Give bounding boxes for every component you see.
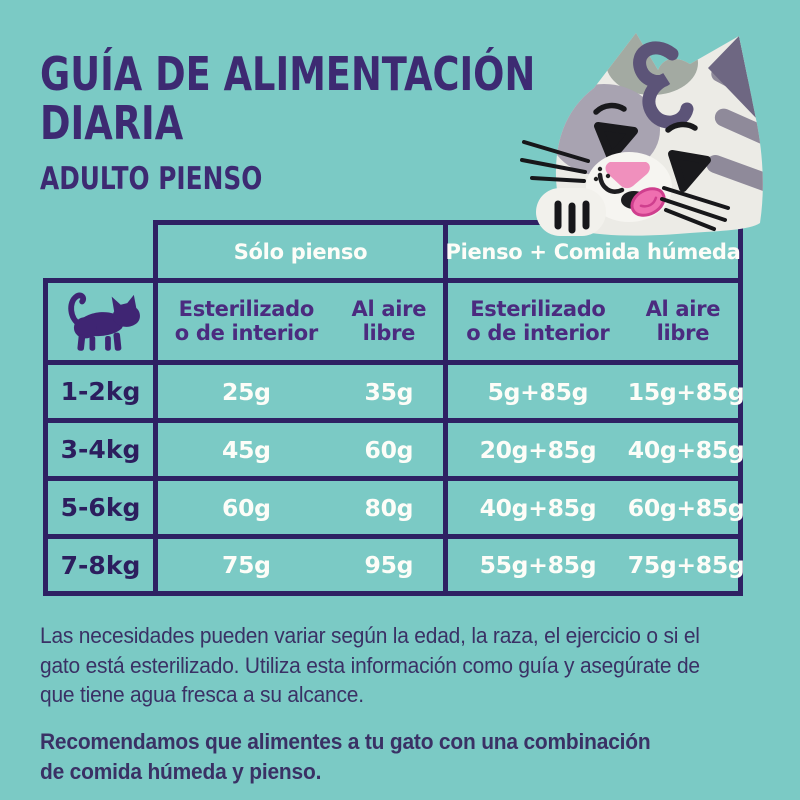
feeding-table — [43, 220, 743, 596]
value-solo-sterilized: 60g — [222, 493, 271, 522]
subheader-line: o de interior — [466, 320, 610, 345]
value-solo-sterilized: 25g — [222, 377, 271, 406]
subheader-line: o de interior — [174, 320, 318, 345]
cat-silhouette-icon — [59, 290, 143, 354]
table-row-mix-values — [443, 360, 745, 418]
table-corner-empty — [43, 220, 153, 278]
recommendation-note — [40, 727, 700, 786]
value-mix-sterilized: 40g+85g — [479, 493, 597, 522]
table-row-solo-values — [153, 476, 443, 534]
value-mix-outdoor: 75g+85g — [627, 551, 745, 579]
page-subtitle: ADULTO PIENSO — [40, 161, 263, 198]
value-solo-outdoor: 35g — [364, 377, 414, 406]
subheader-outdoor — [335, 298, 443, 345]
recommendation-line: de comida húmeda y pienso. — [40, 758, 322, 784]
value-mix-outdoor: 40g+85g — [627, 435, 745, 464]
subheader-sterilized-indoor — [448, 298, 628, 345]
subheader-sterilized-indoor — [158, 298, 335, 345]
table-row-mix-values — [443, 476, 745, 534]
column-group-solo-dry: Sólo pienso — [153, 220, 443, 278]
subheader-outdoor — [628, 298, 738, 345]
subheaders-solo — [153, 278, 443, 360]
value-mix-sterilized: 20g+85g — [479, 435, 597, 464]
page-title-line1: GUÍA DE ALIMENTACIÓN — [40, 47, 536, 101]
value-solo-outdoor: 60g — [364, 435, 414, 464]
subheaders-mix — [443, 278, 738, 360]
subheader-line: Al aire — [351, 296, 427, 321]
weight-label: 5-6kg — [43, 476, 153, 534]
note-line: gato está esterilizado. Utiliza esta información como guía y asegúrate de — [40, 652, 700, 678]
table-row-mix-values — [443, 534, 745, 591]
subheader-line: Al aire — [645, 296, 721, 321]
value-mix-outdoor: 15g+85g — [627, 377, 745, 406]
cat-mascot-illustration — [512, 18, 770, 240]
recommendation-line: Recomendamos que alimentes a tu gato con una combinación — [40, 729, 651, 755]
note-line: Las necesidades pueden variar según la edad, la raza, el ejercicio o si el — [40, 623, 700, 648]
page-title — [40, 47, 536, 151]
page-header — [40, 47, 536, 198]
table-row-mix-values — [443, 418, 745, 476]
table-row-solo-values — [153, 534, 443, 591]
table-row-solo-values — [153, 418, 443, 476]
page-title-line2: DIARIA — [40, 96, 184, 151]
weight-label: 3-4kg — [43, 418, 153, 476]
paw — [536, 188, 606, 236]
subheader-line: Esterilizado — [178, 296, 315, 321]
column-group-dry-plus-wet: Pienso + Comida húmeda — [443, 220, 738, 278]
value-solo-outdoor: 95g — [364, 551, 414, 579]
subheader-line: libre — [656, 320, 710, 345]
value-solo-outdoor: 80g — [364, 493, 414, 522]
value-solo-sterilized: 75g — [222, 551, 271, 579]
weight-label: 1-2kg — [43, 360, 153, 418]
value-mix-sterilized: 55g+85g — [479, 551, 597, 579]
table-row-solo-values — [153, 360, 443, 418]
subheader-line: Esterilizado — [470, 296, 606, 321]
note-line: que tiene agua fresca a su alcance. — [40, 682, 364, 708]
footnotes — [40, 621, 700, 786]
variability-note — [40, 621, 700, 710]
weight-label: 7-8kg — [43, 534, 153, 591]
value-solo-sterilized: 45g — [222, 435, 271, 464]
value-mix-outdoor: 60g+85g — [627, 493, 745, 522]
subheader-line: libre — [362, 320, 416, 345]
value-mix-sterilized: 5g+85g — [487, 377, 589, 406]
weight-column-header — [43, 278, 153, 360]
